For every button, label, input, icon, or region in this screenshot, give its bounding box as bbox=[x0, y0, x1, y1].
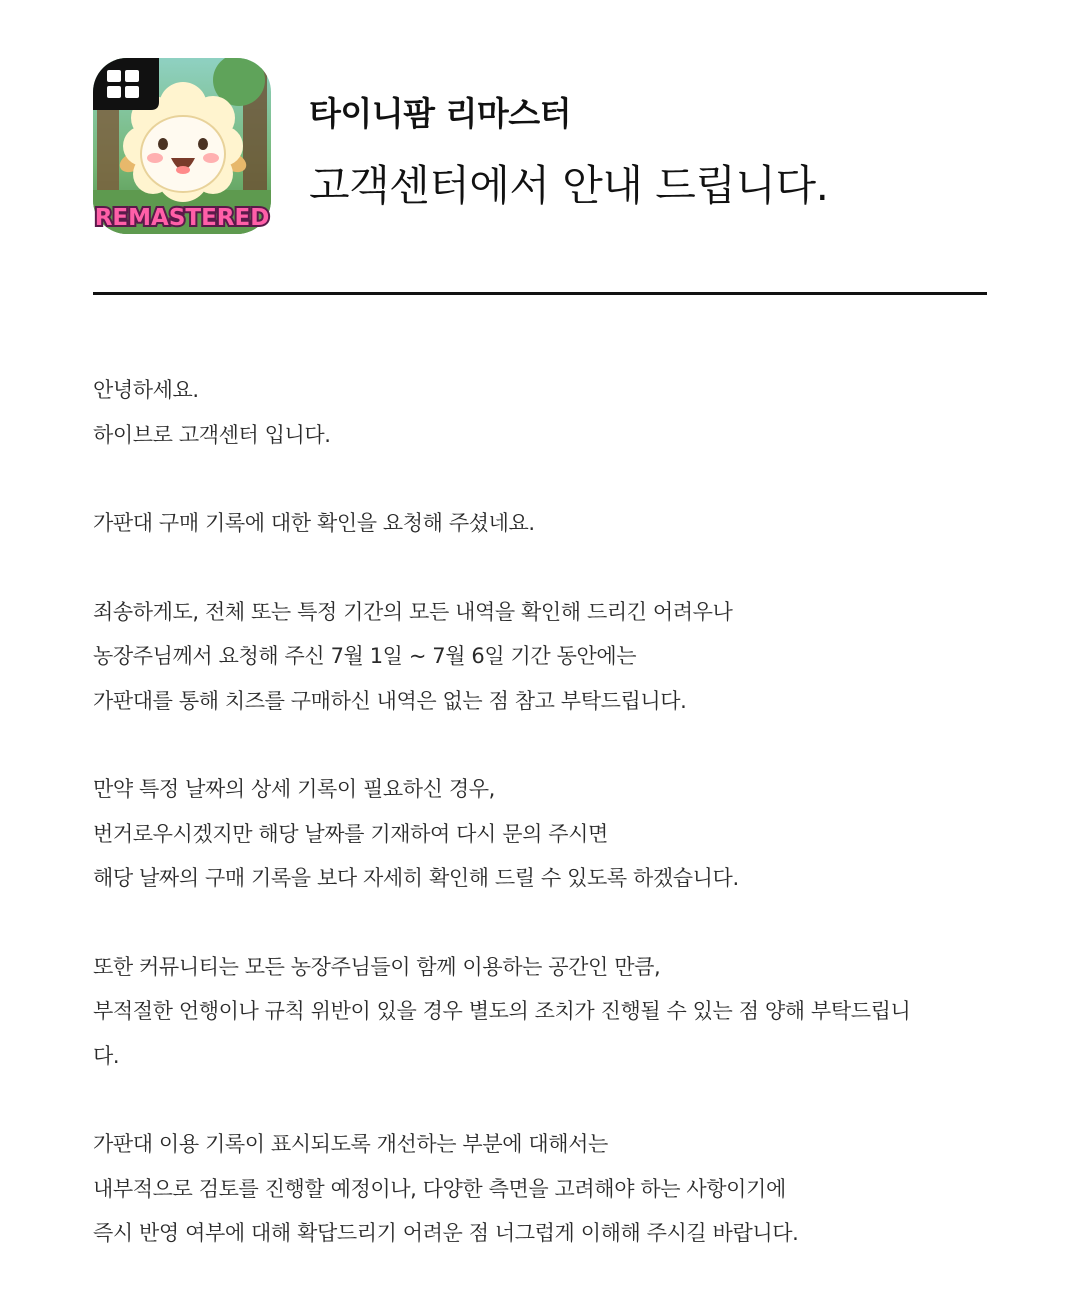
app-icon bbox=[93, 58, 271, 234]
body-line: 농장주님께서 요청해 주신 7월 1일 ~ 7월 6일 기간 동안에는 bbox=[93, 644, 637, 668]
header bbox=[93, 58, 987, 234]
message-body bbox=[93, 368, 987, 1300]
body-line: 내부적으로 검토를 진행할 예정이나, 다양한 측면을 고려해야 하는 사항이기에 bbox=[93, 1176, 786, 1201]
body-line: 가판대를 통해 치즈를 구매하신 내역은 없는 점 참고 부탁드립니다. bbox=[93, 688, 687, 713]
divider bbox=[93, 292, 987, 295]
body-line: 해당 날짜의 구매 기록을 보다 자세히 확인해 드릴 수 있도록 하겠습니다. bbox=[93, 866, 739, 890]
page-title: 고객센터에서 안내 드립니다. bbox=[309, 161, 829, 210]
svg-text:REMASTERED: REMASTERED bbox=[94, 205, 270, 231]
body-line: 가판대 구매 기록에 대한 확인을 요청해 주셨네요. bbox=[93, 511, 535, 535]
body-line: 번거로우시겠지만 해당 날짜를 기재하여 다시 문의 주시면 bbox=[93, 821, 608, 846]
paragraph bbox=[93, 368, 987, 457]
body-line: 즉시 반영 여부에 대해 확답드리기 어려운 점 너그럽게 이해해 주시길 바랍니다. bbox=[93, 1221, 799, 1245]
body-line: 만약 특정 날짜의 상세 기록이 필요하신 경우, bbox=[93, 777, 495, 801]
sheep-mascot-icon bbox=[93, 58, 271, 234]
body-line: 죄송하게도, 전체 또는 특정 기간의 모든 내역을 확인해 드리긴 어려우나 bbox=[93, 599, 733, 624]
body-line: 부적절한 언행이나 규칙 위반이 있을 경우 별도의 조치가 진행될 수 있는 점 양해 부탁드립니 bbox=[93, 999, 911, 1023]
paragraph bbox=[93, 767, 987, 901]
body-line: 또한 커뮤니티는 모든 농장주님들이 함께 이용하는 공간인 만큼, bbox=[93, 954, 661, 979]
body-line: 가판대 이용 기록이 표시되도록 개선하는 부분에 대해서는 bbox=[93, 1132, 608, 1156]
paragraph bbox=[93, 945, 987, 1079]
body-line: 다. bbox=[93, 1043, 120, 1068]
paragraph bbox=[93, 501, 987, 546]
body-line: 안녕하세요. bbox=[93, 378, 199, 402]
paragraph bbox=[93, 1122, 987, 1256]
app-name: 타이니팜 리마스터 bbox=[309, 94, 572, 133]
paragraph bbox=[93, 590, 987, 724]
body-line: 하이브로 고객센터 입니다. bbox=[93, 422, 331, 447]
